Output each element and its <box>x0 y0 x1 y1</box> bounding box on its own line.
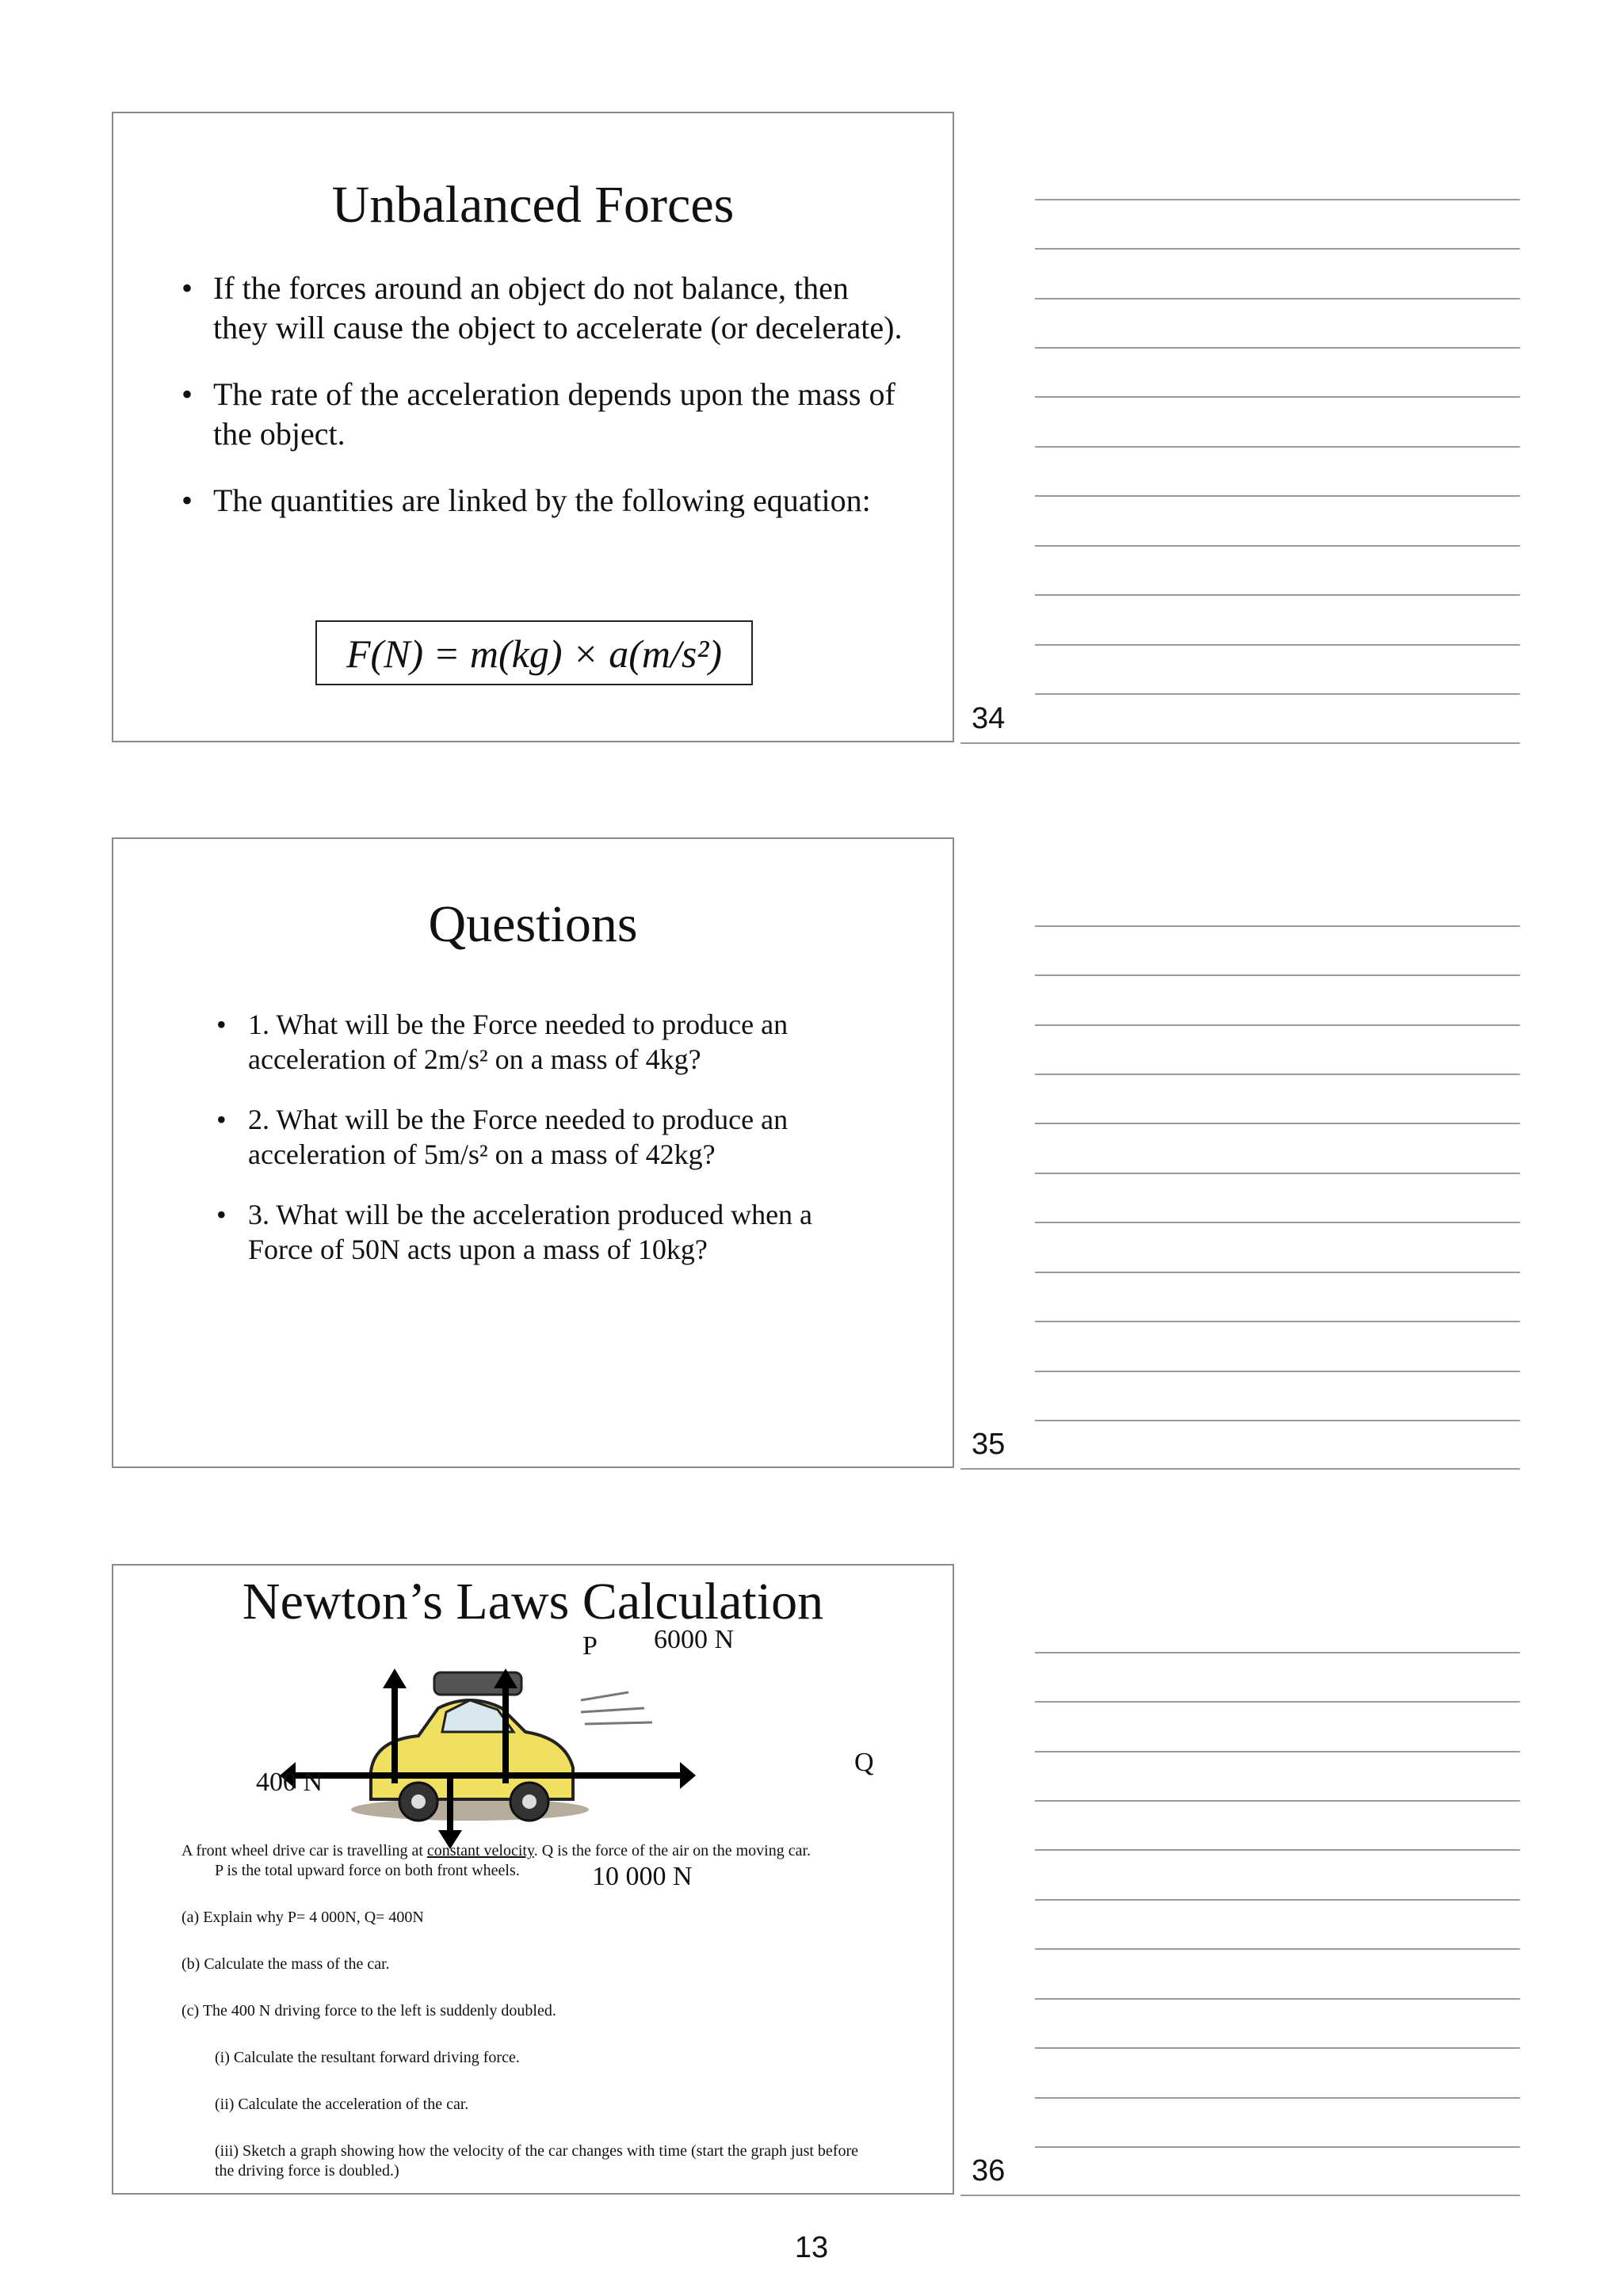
bullet-icon: • <box>181 270 193 306</box>
note-line <box>1035 1652 1520 1653</box>
note-line <box>1035 1899 1520 1901</box>
question-b: (b) Calculate the mass of the car. <box>181 1955 390 1973</box>
note-line <box>1035 1173 1520 1174</box>
note-line <box>1035 925 1520 927</box>
bullet-icon: • <box>216 1199 227 1230</box>
slide-34 <box>112 112 954 742</box>
slide-35 <box>112 837 954 1468</box>
note-line <box>1035 1701 1520 1703</box>
note-line <box>1035 974 1520 976</box>
question-c-ii: (ii) Calculate the acceleration of the car. <box>215 2096 469 2113</box>
slide-number: 36 <box>972 2154 1006 2187</box>
list-item: • The quantities are linked by the following equation: <box>181 481 911 521</box>
page-number: 13 <box>794 2231 829 2264</box>
bullet-icon: • <box>181 376 193 412</box>
label-q: Q <box>854 1748 874 1777</box>
note-line <box>1035 1849 1520 1851</box>
slide-title: Unbalanced Forces <box>331 176 735 234</box>
list-item: • 2. What will be the Force needed to produce an acceleration of 5m/s² on a mass of 42kg? <box>216 1104 789 1170</box>
right-arrow-icon <box>680 1762 696 1789</box>
note-line <box>1035 1272 1520 1273</box>
note-line <box>1035 2097 1520 2099</box>
bullet-icon: • <box>216 1104 227 1135</box>
note-line <box>1035 644 1520 646</box>
question-c-i: (i) Calculate the resultant forward driving force. <box>215 2049 520 2066</box>
note-line <box>1035 396 1520 398</box>
note-line <box>1035 594 1520 596</box>
note-line <box>1035 2047 1520 2049</box>
note-line <box>1035 1751 1520 1753</box>
note-line <box>1035 1024 1520 1026</box>
slide-number: 34 <box>972 702 1006 735</box>
note-line <box>1035 1948 1520 1950</box>
slide-base-line <box>960 1468 1520 1470</box>
question-a: (a) Explain why P= 4 000N, Q= 400N <box>181 1909 424 1926</box>
bullet-icon: • <box>216 1009 227 1040</box>
label-left-force: 400 N <box>256 1768 323 1797</box>
list-item: • If the forces around an object do not balance, then they will cause the object to accelerate (or decelerate). <box>181 270 903 345</box>
note-line <box>1035 1800 1520 1802</box>
slide-title: Questions <box>428 895 638 953</box>
note-line <box>1035 446 1520 448</box>
slide-number: 35 <box>972 1428 1006 1461</box>
slide-title: Newton’s Laws Calculation <box>242 1573 824 1630</box>
force-diagram <box>232 1613 874 1891</box>
note-line <box>1035 2146 1520 2148</box>
note-line <box>1035 1998 1520 2000</box>
note-line <box>1035 1074 1520 1075</box>
note-line <box>1035 248 1520 250</box>
slide-36 <box>112 1564 954 2195</box>
bullet-list <box>181 269 911 547</box>
question-c-iii: (iii) Sketch a graph showing how the velocity of the car changes with time (start the graph just before the driving force is doubled.) <box>215 2142 858 2180</box>
note-line <box>1035 199 1520 200</box>
problem-text: A front wheel drive car is travelling at constant velocity. Q is the force of the air on the moving car. P is the total upward force on both front wheels. (a) Explain why P= 4 000N, Q= 400N (b) Calculate the mass of the car. (c) The 400 N driving force to the left is suddenly doubled. (i) Calculate the resultant forward driving force. (ii) Calculate the acceleration of the car. (iii) Sketch a graph showing how the velocity of the car changes with time (start the graph just before the driving force is doubled.) <box>181 1841 895 2181</box>
note-line <box>1035 1123 1520 1124</box>
bullet-list <box>216 1007 882 1292</box>
note-line <box>1035 545 1520 547</box>
question-c: (c) The 400 N driving force to the left is suddenly doubled. <box>181 2002 556 2019</box>
label-up-force: 6000 N <box>654 1625 735 1654</box>
note-line <box>1035 1420 1520 1421</box>
note-line <box>1035 298 1520 299</box>
list-item: • The rate of the acceleration depends upon the mass of the object. <box>181 376 896 452</box>
note-line <box>1035 495 1520 497</box>
label-down-force: 10 000 N <box>592 1862 693 1891</box>
note-line <box>1035 347 1520 349</box>
note-line <box>1035 1371 1520 1372</box>
car-force-diagram <box>232 1613 866 1851</box>
note-line <box>1035 1222 1520 1223</box>
up-arrow-icon <box>383 1669 407 1688</box>
formula-box: F(N) = m(kg) × a(m/s²) <box>315 620 753 685</box>
bullet-icon: • <box>181 482 193 518</box>
slide-base-line <box>960 2195 1520 2196</box>
label-p: P <box>582 1631 598 1661</box>
slide-base-line <box>960 742 1520 744</box>
list-item: • 1. What will be the Force needed to produce an acceleration of 2m/s² on a mass of 4kg? <box>216 1009 789 1075</box>
note-line <box>1035 693 1520 695</box>
underlined-term: constant velocity <box>426 1842 534 1859</box>
list-item: • 3. What will be the acceleration produced when a Force of 50N acts upon a mass of 10kg? <box>216 1199 813 1265</box>
note-line <box>1035 1321 1520 1322</box>
